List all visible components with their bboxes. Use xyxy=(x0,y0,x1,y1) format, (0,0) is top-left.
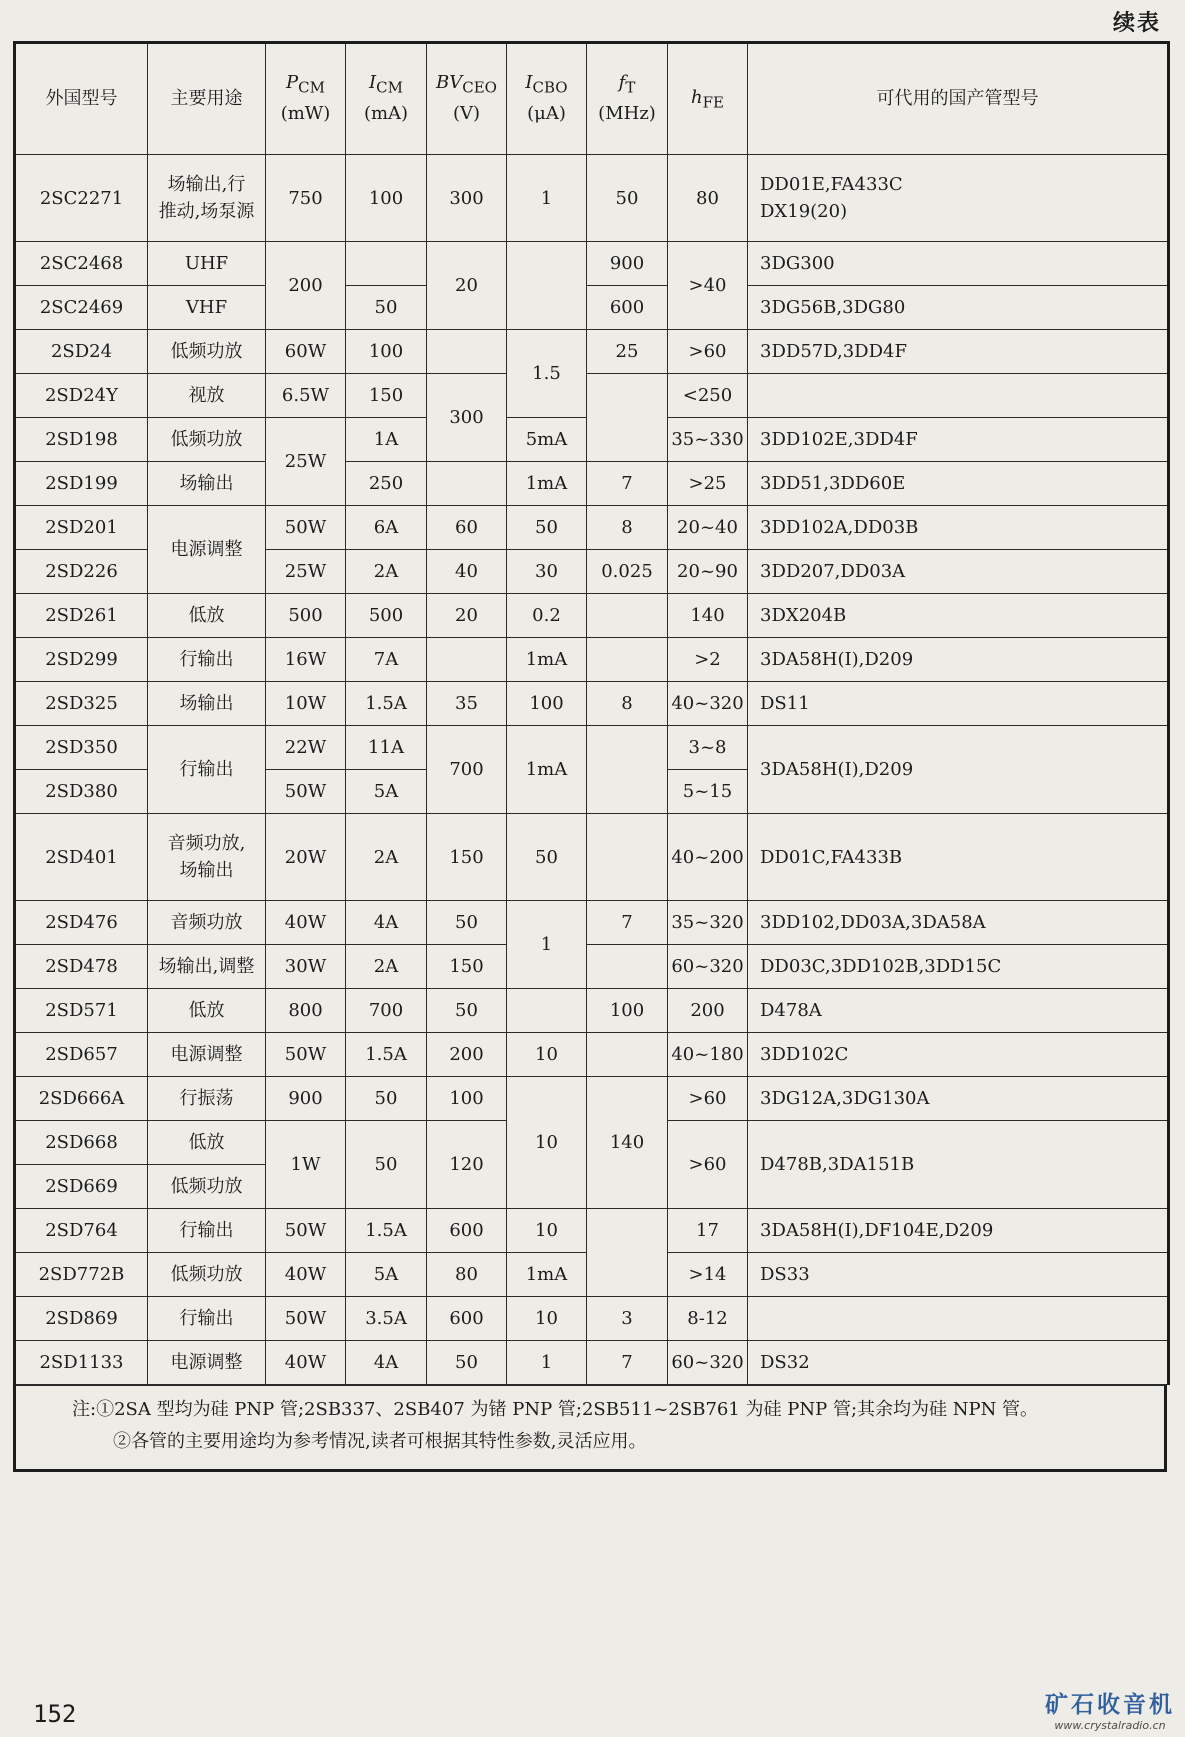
cell-bvceo: 600 xyxy=(427,1297,507,1341)
cell-model: 2SD401 xyxy=(15,814,148,901)
cell-ft: 140 xyxy=(587,1077,668,1209)
cell-bvceo: 50 xyxy=(427,989,507,1033)
cell-replacement: 3DD57D,3DD4F xyxy=(748,330,1169,374)
cell-model: 2SD199 xyxy=(15,462,148,506)
cell-model: 2SD198 xyxy=(15,418,148,462)
cell-bvceo: 50 xyxy=(427,901,507,945)
cell-hfe: 40~200 xyxy=(668,814,748,901)
cell-hfe: 35~320 xyxy=(668,901,748,945)
cell-usage: 低频功放 xyxy=(148,1253,266,1297)
header-ft: $f_T$ (MHz) xyxy=(587,43,668,155)
continued-table-label: 续表 xyxy=(1112,11,1161,36)
cell-model: 2SD476 xyxy=(15,901,148,945)
cell-bvceo: 20 xyxy=(427,242,507,330)
cell-replacement: 3DG12A,3DG130A xyxy=(748,1077,1169,1121)
cell-model: 2SD24 xyxy=(15,330,148,374)
cell-ft: 8 xyxy=(587,682,668,726)
cell-hfe: 17 xyxy=(668,1209,748,1253)
cell-usage: VHF xyxy=(148,286,266,330)
header-pcm: $P_{CM}$ (mW) xyxy=(266,43,346,155)
cell-bvceo: 150 xyxy=(427,945,507,989)
cell-pcm: 900 xyxy=(266,1077,346,1121)
cell-replacement: DD01C,FA433B xyxy=(748,814,1169,901)
cell-icbo: 1mA xyxy=(507,726,587,814)
cell-usage: 行输出 xyxy=(148,726,266,814)
cell-bvceo: 100 xyxy=(427,1077,507,1121)
cell-icm: 150 xyxy=(346,374,427,418)
cell-ft xyxy=(587,638,668,682)
cell-replacement: 3DG56B,3DG80 xyxy=(748,286,1169,330)
cell-bvceo: 40 xyxy=(427,550,507,594)
cell-model: 2SD380 xyxy=(15,770,148,814)
cell-pcm: 50W xyxy=(266,1209,346,1253)
table-row xyxy=(15,638,1169,682)
cell-ft xyxy=(587,1209,668,1297)
cell-hfe: 140 xyxy=(668,594,748,638)
table-row xyxy=(15,286,1169,330)
cell-usage: 行输出 xyxy=(148,1297,266,1341)
cell-icm: 3.5A xyxy=(346,1297,427,1341)
cell-icm: 250 xyxy=(346,462,427,506)
cell-ft: 900 xyxy=(587,242,668,286)
cell-bvceo xyxy=(427,330,507,374)
cell-icm: 100 xyxy=(346,330,427,374)
cell-replacement: D478A xyxy=(748,989,1169,1033)
cell-icbo xyxy=(507,242,587,330)
cell-pcm: 800 xyxy=(266,989,346,1033)
cell-hfe: >40 xyxy=(668,242,748,330)
table-row xyxy=(15,682,1169,726)
cell-icm: 1A xyxy=(346,418,427,462)
cell-ft: 7 xyxy=(587,901,668,945)
cell-icm: 11A xyxy=(346,726,427,770)
cell-icbo: 100 xyxy=(507,682,587,726)
cell-ft xyxy=(587,594,668,638)
cell-hfe: >25 xyxy=(668,462,748,506)
cell-hfe: 40~180 xyxy=(668,1033,748,1077)
header-icbo: $I_{CBO}$ (μA) xyxy=(507,43,587,155)
note-1: 注:①2SA 型均为硅 PNP 管;2SB337、2SB407 为锗 PNP 管;2SB511~2SB761 为硅 PNP 管;其余均为硅 NPN 管。 xyxy=(72,1399,1039,1420)
table-row xyxy=(15,1209,1169,1253)
cell-usage: 场输出 xyxy=(148,682,266,726)
header-hfe: $h_{FE}$ xyxy=(668,43,748,155)
table-row xyxy=(15,506,1169,550)
cell-bvceo: 700 xyxy=(427,726,507,814)
cell-ft: 8 xyxy=(587,506,668,550)
cell-model: 2SD869 xyxy=(15,1297,148,1341)
cell-replacement: DD01E,FA433C DX19(20) xyxy=(748,155,1169,242)
cell-bvceo: 600 xyxy=(427,1209,507,1253)
cell-model: 2SD666A xyxy=(15,1077,148,1121)
cell-hfe: 20~40 xyxy=(668,506,748,550)
cell-pcm: 25W xyxy=(266,418,346,506)
cell-icm: 100 xyxy=(346,155,427,242)
cell-pcm: 1W xyxy=(266,1121,346,1209)
cell-bvceo: 120 xyxy=(427,1121,507,1209)
cell-model: 2SC2468 xyxy=(15,242,148,286)
cell-icm: 700 xyxy=(346,989,427,1033)
cell-model: 2SD24Y xyxy=(15,374,148,418)
cell-bvceo: 300 xyxy=(427,155,507,242)
cell-icm: 2A xyxy=(346,814,427,901)
table-row xyxy=(15,945,1169,989)
cell-pcm: 60W xyxy=(266,330,346,374)
table-row xyxy=(15,1297,1169,1341)
cell-hfe: >60 xyxy=(668,1077,748,1121)
cell-icm xyxy=(346,242,427,286)
cell-pcm: 30W xyxy=(266,945,346,989)
cell-pcm: 20W xyxy=(266,814,346,901)
cell-pcm: 50W xyxy=(266,770,346,814)
header-row xyxy=(15,43,1169,155)
cell-pcm: 6.5W xyxy=(266,374,346,418)
cell-hfe: <250 xyxy=(668,374,748,418)
table-notes xyxy=(13,1385,1167,1472)
cell-bvceo: 20 xyxy=(427,594,507,638)
cell-bvceo: 200 xyxy=(427,1033,507,1077)
table-row xyxy=(15,155,1169,242)
cell-replacement: 3DD102E,3DD4F xyxy=(748,418,1169,462)
transistor-replacement-table xyxy=(13,41,1170,1385)
cell-model: 2SD299 xyxy=(15,638,148,682)
table-row xyxy=(15,726,1169,770)
cell-icm: 2A xyxy=(346,550,427,594)
cell-replacement xyxy=(748,374,1169,418)
cell-bvceo xyxy=(427,462,507,506)
cell-replacement: 3DD102,DD03A,3DA58A xyxy=(748,901,1169,945)
cell-ft: 25 xyxy=(587,330,668,374)
cell-model: 2SD668 xyxy=(15,1121,148,1165)
cell-replacement: 3DD207,DD03A xyxy=(748,550,1169,594)
cell-replacement: DS32 xyxy=(748,1341,1169,1385)
cell-icm: 4A xyxy=(346,1341,427,1385)
cell-usage: 行输出 xyxy=(148,1209,266,1253)
header-usage: 主要用途 xyxy=(148,43,266,155)
table-row xyxy=(15,594,1169,638)
cell-icbo: 50 xyxy=(507,814,587,901)
cell-pcm: 200 xyxy=(266,242,346,330)
cell-usage: 场输出,行 推动,场泵源 xyxy=(148,155,266,242)
cell-model: 2SD764 xyxy=(15,1209,148,1253)
cell-hfe: 60~320 xyxy=(668,945,748,989)
cell-icbo: 1 xyxy=(507,155,587,242)
cell-usage: 场输出,调整 xyxy=(148,945,266,989)
cell-usage: 电源调整 xyxy=(148,1341,266,1385)
cell-ft xyxy=(587,814,668,901)
cell-icm: 1.5A xyxy=(346,1033,427,1077)
cell-icm: 500 xyxy=(346,594,427,638)
watermark-url: www.crystalradio.cn xyxy=(1054,1719,1166,1732)
cell-ft xyxy=(587,726,668,814)
cell-model: 2SD571 xyxy=(15,989,148,1033)
cell-usage: 低放 xyxy=(148,1121,266,1165)
cell-usage: 视放 xyxy=(148,374,266,418)
cell-pcm: 750 xyxy=(266,155,346,242)
cell-icm: 6A xyxy=(346,506,427,550)
cell-usage: 音频功放 xyxy=(148,901,266,945)
cell-bvceo: 300 xyxy=(427,374,507,462)
table-row xyxy=(15,1033,1169,1077)
cell-model: 2SD772B xyxy=(15,1253,148,1297)
cell-replacement: 3DA58H(I),DF104E,D209 xyxy=(748,1209,1169,1253)
cell-icbo: 1.5 xyxy=(507,330,587,418)
cell-icm: 50 xyxy=(346,286,427,330)
cell-usage: 低频功放 xyxy=(148,1165,266,1209)
cell-icbo: 5mA xyxy=(507,418,587,462)
table-row xyxy=(15,462,1169,506)
cell-ft: 7 xyxy=(587,462,668,506)
cell-pcm: 50W xyxy=(266,1297,346,1341)
cell-model: 2SD657 xyxy=(15,1033,148,1077)
cell-usage: 低频功放 xyxy=(148,330,266,374)
cell-icm: 1.5A xyxy=(346,682,427,726)
cell-hfe: 40~320 xyxy=(668,682,748,726)
cell-model: 2SC2271 xyxy=(15,155,148,242)
cell-icm: 2A xyxy=(346,945,427,989)
cell-usage: 低放 xyxy=(148,594,266,638)
cell-icbo: 1 xyxy=(507,901,587,989)
cell-usage: UHF xyxy=(148,242,266,286)
cell-ft: 50 xyxy=(587,155,668,242)
cell-icbo: 50 xyxy=(507,506,587,550)
cell-replacement: 3DD102A,DD03B xyxy=(748,506,1169,550)
cell-bvceo: 60 xyxy=(427,506,507,550)
table-row xyxy=(15,901,1169,945)
cell-replacement xyxy=(748,1297,1169,1341)
watermark-name: 矿石收音机 xyxy=(1045,1692,1175,1718)
table-row xyxy=(15,1341,1169,1385)
header-model: 外国型号 xyxy=(15,43,148,155)
cell-usage: 电源调整 xyxy=(148,1033,266,1077)
cell-pcm: 16W xyxy=(266,638,346,682)
page-number: 152 xyxy=(33,1700,77,1728)
table-row xyxy=(15,330,1169,374)
cell-bvceo: 150 xyxy=(427,814,507,901)
cell-model: 2SD226 xyxy=(15,550,148,594)
cell-ft: 3 xyxy=(587,1297,668,1341)
cell-usage: 行输出 xyxy=(148,638,266,682)
table-row xyxy=(15,1077,1169,1121)
cell-pcm: 40W xyxy=(266,901,346,945)
cell-hfe: 200 xyxy=(668,989,748,1033)
header-bvceo: $BV_{CEO}$ (V) xyxy=(427,43,507,155)
cell-usage: 音频功放, 场输出 xyxy=(148,814,266,901)
cell-usage: 场输出 xyxy=(148,462,266,506)
cell-icm: 50 xyxy=(346,1077,427,1121)
cell-ft: 0.025 xyxy=(587,550,668,594)
cell-model: 2SD201 xyxy=(15,506,148,550)
cell-pcm: 40W xyxy=(266,1253,346,1297)
cell-hfe: 5~15 xyxy=(668,770,748,814)
cell-bvceo: 50 xyxy=(427,1341,507,1385)
cell-hfe: 20~90 xyxy=(668,550,748,594)
cell-icbo: 10 xyxy=(507,1297,587,1341)
cell-hfe: >60 xyxy=(668,330,748,374)
cell-ft xyxy=(587,374,668,462)
cell-pcm: 50W xyxy=(266,506,346,550)
cell-icbo: 1mA xyxy=(507,1253,587,1297)
cell-ft: 600 xyxy=(587,286,668,330)
site-watermark xyxy=(1045,1686,1175,1732)
cell-replacement: 3DA58H(I),D209 xyxy=(748,638,1169,682)
cell-replacement: DS33 xyxy=(748,1253,1169,1297)
cell-icm: 5A xyxy=(346,1253,427,1297)
cell-replacement: 3DX204B xyxy=(748,594,1169,638)
cell-ft: 7 xyxy=(587,1341,668,1385)
cell-hfe: 8-12 xyxy=(668,1297,748,1341)
table-row xyxy=(15,242,1169,286)
table-row xyxy=(15,374,1169,418)
header-icm: $I_{CM}$ (mA) xyxy=(346,43,427,155)
cell-replacement: DD03C,3DD102B,3DD15C xyxy=(748,945,1169,989)
cell-pcm: 22W xyxy=(266,726,346,770)
cell-replacement: DS11 xyxy=(748,682,1169,726)
cell-icbo: 10 xyxy=(507,1209,587,1253)
header-replacement: 可代用的国产管型号 xyxy=(748,43,1169,155)
cell-icbo: 30 xyxy=(507,550,587,594)
cell-hfe: >14 xyxy=(668,1253,748,1297)
cell-hfe: 3~8 xyxy=(668,726,748,770)
cell-icbo: 1mA xyxy=(507,638,587,682)
cell-ft: 100 xyxy=(587,989,668,1033)
cell-bvceo: 35 xyxy=(427,682,507,726)
cell-pcm: 40W xyxy=(266,1341,346,1385)
cell-icm: 1.5A xyxy=(346,1209,427,1253)
cell-model: 2SD1133 xyxy=(15,1341,148,1385)
cell-model: 2SD478 xyxy=(15,945,148,989)
cell-replacement: 3DA58H(I),D209 xyxy=(748,726,1169,814)
cell-icbo: 0.2 xyxy=(507,594,587,638)
cell-icbo: 10 xyxy=(507,1033,587,1077)
cell-icm: 4A xyxy=(346,901,427,945)
cell-icbo xyxy=(507,989,587,1033)
cell-hfe: >2 xyxy=(668,638,748,682)
cell-replacement: 3DD102C xyxy=(748,1033,1169,1077)
cell-model: 2SD261 xyxy=(15,594,148,638)
cell-pcm: 10W xyxy=(266,682,346,726)
cell-icm: 7A xyxy=(346,638,427,682)
cell-icbo: 1mA xyxy=(507,462,587,506)
cell-ft xyxy=(587,1033,668,1077)
cell-bvceo: 80 xyxy=(427,1253,507,1297)
cell-ft xyxy=(587,945,668,989)
note-2: ②各管的主要用途均为参考情况,读者可根据其特性参数,灵活应用。 xyxy=(113,1430,647,1452)
cell-pcm: 25W xyxy=(266,550,346,594)
cell-icbo: 10 xyxy=(507,1077,587,1209)
cell-model: 2SD669 xyxy=(15,1165,148,1209)
cell-usage: 行振荡 xyxy=(148,1077,266,1121)
cell-icm: 50 xyxy=(346,1121,427,1209)
cell-icbo: 1 xyxy=(507,1341,587,1385)
cell-model: 2SD325 xyxy=(15,682,148,726)
cell-model: 2SD350 xyxy=(15,726,148,770)
cell-usage: 低频功放 xyxy=(148,418,266,462)
cell-pcm: 50W xyxy=(266,1033,346,1077)
cell-replacement: 3DG300 xyxy=(748,242,1169,286)
cell-icm: 5A xyxy=(346,770,427,814)
cell-usage: 低放 xyxy=(148,989,266,1033)
cell-usage: 电源调整 xyxy=(148,506,266,594)
transistor-replacement-table-container xyxy=(13,41,1167,1472)
cell-model: 2SC2469 xyxy=(15,286,148,330)
cell-bvceo xyxy=(427,638,507,682)
cell-replacement: 3DD51,3DD60E xyxy=(748,462,1169,506)
cell-pcm: 500 xyxy=(266,594,346,638)
cell-replacement: D478B,3DA151B xyxy=(748,1121,1169,1209)
cell-hfe: >60 xyxy=(668,1121,748,1209)
cell-hfe: 60~320 xyxy=(668,1341,748,1385)
cell-hfe: 35~330 xyxy=(668,418,748,462)
table-row xyxy=(15,989,1169,1033)
table-row xyxy=(15,814,1169,901)
cell-hfe: 80 xyxy=(668,155,748,242)
